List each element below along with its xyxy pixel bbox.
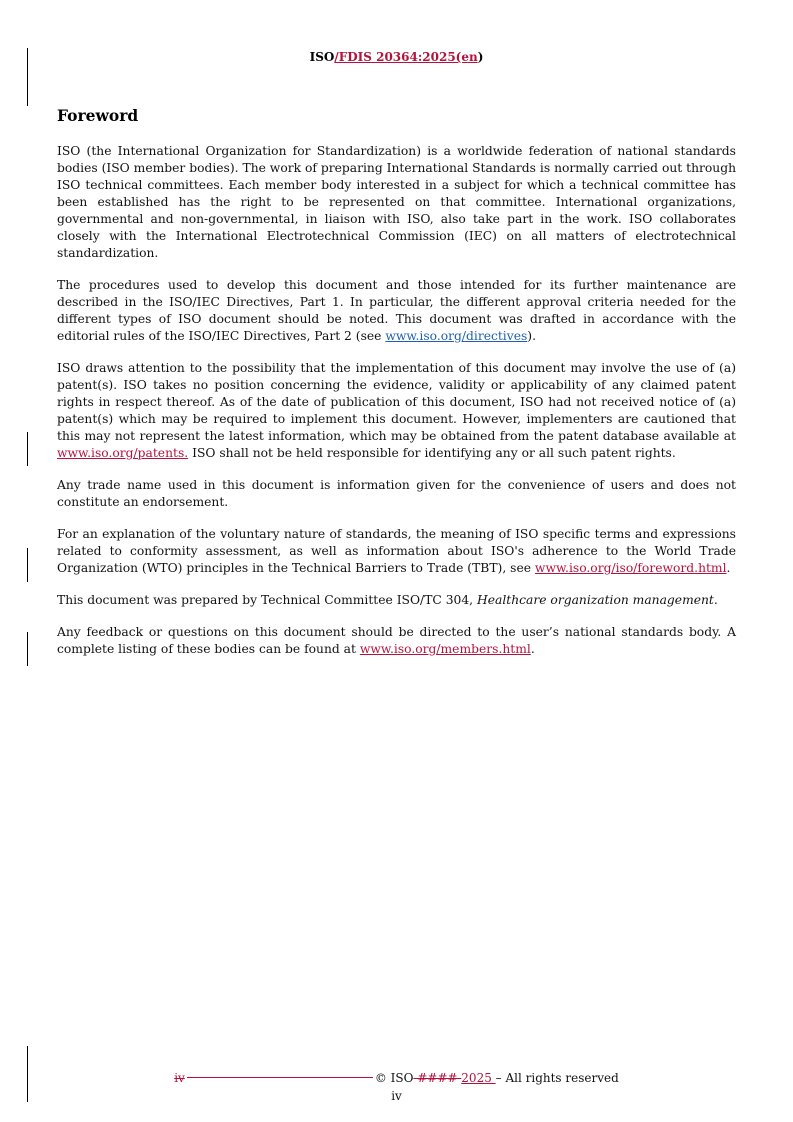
footer-copyright (0, 1071, 793, 1085)
directives-link[interactable]: www.iso.org/directives (385, 329, 528, 343)
paragraph-1: ISO (the International Organization for Standardization) is a worldwide federation of national standards bodies (ISO member bodies). The work of preparing International Standards is normally carried out through ISO technical committees. Each member body interested in a subject for which a technical committee has been established has the right to be represented on that committee. International organizations, governmental and non-governmental, in liaison with ISO, also take part in the work. ISO collaborates closely with the International Electrotechnical Commission (IEC) on all matters of electrotechnical standardization. (57, 144, 736, 260)
paragraph-7 (57, 624, 736, 658)
document-header (0, 50, 793, 64)
header-inserted-text: /FDIS 20364:2025(en (334, 50, 478, 64)
patents-link[interactable]: www.iso.org/patents. (57, 446, 189, 460)
paragraph-3-end: ISO shall not be held responsible for identifying any or all such patent rights. (188, 446, 676, 460)
page-title: Foreword (57, 106, 139, 125)
paragraph-5-text: For an explanation of the voluntary nature of standards, the meaning of ISO specific terms and expressions related to conformity assessment, as well as information about ISO's adherence to the World Trade Organization (WTO) principles in the Technical Barriers to Trade (TBT), see (57, 527, 736, 575)
change-bar (27, 548, 28, 582)
paragraph-4: Any trade name used in this document is information given for the convenience of users and does not constitute an endorsement. (57, 478, 736, 509)
paragraph-6 (57, 592, 736, 609)
foreword-link[interactable]: www.iso.org/iso/foreword.html (534, 561, 727, 575)
committee-name: Healthcare organization management. (477, 593, 718, 607)
paragraph-6-text: This document was prepared by Technical Committee ISO/TC 304, (57, 593, 478, 607)
paragraph-5 (57, 526, 736, 577)
paragraph-7-text: Any feedback or questions on this document should be directed to the user’s national standards body. A complete listing of these bodies can be found at (57, 625, 736, 656)
paragraph-2-text: The procedures used to develop this document and those intended for its further maintenance are described in the ISO/IEC Directives, Part 1. In particular, the different approval criteria needed for the different types of ISO document should be noted. This document was drafted in accordance with the editorial rules of the ISO/IEC Directives, Part 2 (see (57, 278, 736, 343)
paragraph-7-end: . (530, 642, 535, 656)
page-number: iv (391, 1089, 402, 1103)
footer-strike-line (187, 1077, 373, 1078)
paragraph-2 (57, 277, 736, 345)
change-bar (27, 432, 28, 466)
paragraph-2-end: ). (527, 329, 536, 343)
paragraph-3 (57, 360, 736, 462)
header-suffix: ) (477, 50, 484, 64)
paragraph-3-text: ISO draws attention to the possibility that the implementation of this document may involve the use of (a) patent(s). ISO takes no position concerning the evidence, validity or applicability of any claimed patent rights in respect thereof. As of the date of publication of this document, ISO had not received notice of (a) patent(s) which may be required to implement this document. However, implementers are cautioned that this may not represent the latest information, which may be obtained from the patent database available at (57, 361, 736, 443)
footer-copyright-text: © ISO (374, 1071, 414, 1085)
footer-deleted-year: #### (413, 1071, 462, 1085)
footer-rights: – All rights reserved (495, 1071, 619, 1085)
paragraph-5-end: . (726, 561, 731, 575)
change-bar (27, 632, 28, 666)
footer-deleted-page: iv (174, 1071, 185, 1085)
members-link[interactable]: www.iso.org/members.html (359, 642, 531, 656)
foreword-body (57, 143, 736, 673)
header-prefix: ISO (309, 50, 335, 64)
footer-inserted-year: 2025 (461, 1071, 496, 1085)
